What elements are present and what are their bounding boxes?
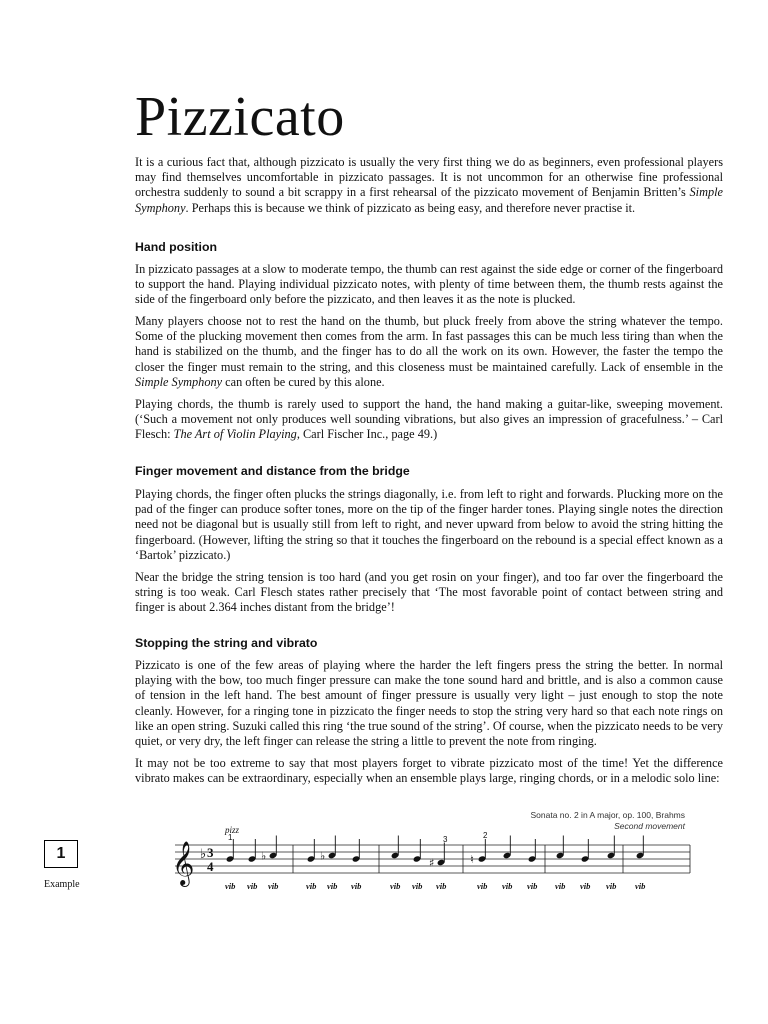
vib-label: vib xyxy=(306,881,317,891)
vib-label: vib xyxy=(390,881,401,891)
note-15 xyxy=(607,836,616,860)
note-4 xyxy=(307,839,316,863)
vib-label: vib xyxy=(436,881,447,891)
vib-label: vib xyxy=(606,881,617,891)
fingering-label: 1 xyxy=(228,833,233,842)
vib-label: vib xyxy=(477,881,488,891)
vib-label: vib xyxy=(580,881,591,891)
vib-label: vib xyxy=(412,881,423,891)
svg-text:♮: ♮ xyxy=(470,853,474,866)
vib-label: vib xyxy=(327,881,338,891)
note-12 xyxy=(528,839,537,863)
page-title: Pizzicato xyxy=(135,86,345,148)
hand-position-text-3a: Playing chords, the thumb is rarely used to support the hand, the hand making a guitar-like, sweeping movement. (‘Such a movement not only produces well sounding vibrations, but also gives an impression of gracefulness.’ – Carl Flesch: xyxy=(135,397,723,442)
source-title: Sonata no. 2 in A major, op. 100, Brahms xyxy=(530,810,685,820)
vib-label: vib xyxy=(247,881,258,891)
note-1 xyxy=(226,839,235,863)
note-14 xyxy=(581,839,590,863)
example-number-box: 1 xyxy=(44,840,78,868)
vib-label: vib xyxy=(225,881,236,891)
finger-movement-text-2: Near the bridge the string tension is too hard (and you get rosin on your finger), and too far over the fingerboard the string is too weak. Carl Flesch states rather precisely that ‘The most favorable point of contact between string and finger is about 2.364 inches distant from the bridge’! xyxy=(135,570,723,615)
svg-text:♭: ♭ xyxy=(261,849,267,863)
note-7 xyxy=(391,836,400,860)
vib-label: vib xyxy=(268,881,279,891)
pizz-marking: pizz xyxy=(225,825,240,835)
note-11 xyxy=(503,836,512,860)
fingering-label: 3 xyxy=(443,835,448,844)
intro-emphasis: Simple Symphony xyxy=(135,185,723,215)
stopping-string-text-2: It may not be too extreme to say that most players forget to vibrate pizzicato most of the time! Yet the difference vibrato makes can be extraordinary, especially when an ensemble plays large, ringing chords, or in a melodic solo line: xyxy=(135,756,723,786)
note-8 xyxy=(413,839,422,863)
hand-position-emphasis-2: Simple Symphony xyxy=(135,374,223,389)
hand-position-text-2a: Many players choose not to rest the hand on the thumb, but pluck freely from above the string whatever the tempo. Some of the plucking movement then comes from the arm. In fast passages this can be much less tiring than when the hand is stabilized on the thumb, and the finger has to do all the work on its own. However, the faster the tempo the closer the finger must remain to the string, and this closeness must be maintained carefully. Lack of ensemble in the xyxy=(135,314,723,374)
time-signature-bottom: 4 xyxy=(207,859,214,874)
hand-position-text-1: In pizzicato passages at a slow to moderate tempo, the thumb can rest against the side edge or corner of the fingerboard to support the hand. Playing individual pizzicato notes, with plenty of time between them, the thumb rests against the side of the fingerboard only before the pizzicato, and then leaves it as the note is plucked. xyxy=(135,262,723,307)
flat-sign-icon: ♭ xyxy=(200,847,207,862)
hand-position-text-3b: , Carl Fischer Inc., page 49.) xyxy=(296,427,438,442)
heading-finger-movement: Finger movement and distance from the bridge xyxy=(135,464,410,478)
note-13 xyxy=(556,836,565,860)
example-label: Example xyxy=(44,879,80,890)
vib-label: vib xyxy=(502,881,513,891)
finger-movement-text-1: Playing chords, the finger often plucks the strings diagonally, i.e. from left to right and forwards. Plucking more on the pad of the finger can produce softer tones, more on the tip of the finger harder tones. Playing single notes the direction need not be diagonal but is usually still from left to right, and never upward from below to avoid the string hitting the fingerboard. (However, lifting the string so that it touches the fingerboard on the rebound is a special effect known as a ‘Bartok’ pizzicato.) xyxy=(135,487,723,562)
book-title: The Art of Violin Playing xyxy=(173,427,297,442)
vib-label: vib xyxy=(635,881,646,891)
heading-stopping-string: Stopping the string and vibrato xyxy=(135,636,318,650)
time-signature-top: 3 xyxy=(207,845,214,860)
note-5 xyxy=(320,836,336,863)
note-16 xyxy=(636,836,645,860)
intro-text-a: It is a curious fact that, although pizzicato is usually the very first thing we do as beginners, even professional players may find themselves uncomfortable in pizzicato passages. It is not uncommon for an otherwise fine professional orchestra suddenly to sound a bit scrappy in a first rehearsal of the pizzicato movement of Benjamin Britten’s xyxy=(135,155,723,200)
note-3 xyxy=(261,836,277,863)
note-10 xyxy=(470,839,486,866)
stopping-string-text-1: Pizzicato is one of the few areas of playing where the harder the left fingers press the string the better. In normal playing with the bow, too much finger pressure can make the tone sound hard and brittle, and is also a common cause of tension in the left hand. The best amount of finger pressure is usually very light – just enough to stop the note cleanly. However, for a ringing tone in pizzicato the finger needs to stop the string very hard so that each note rings on like an open string. Suzuki called this ring ‘the true sound of the string’. Of course, when the pizzicato needs to be very quiet, or very dry, the left finger can release the string a little to prevent the note from ringing. xyxy=(135,658,723,749)
vib-label: vib xyxy=(351,881,362,891)
note-9 xyxy=(429,843,445,870)
source-movement: Second movement xyxy=(614,821,685,831)
vib-label: vib xyxy=(555,881,566,891)
note-2 xyxy=(248,839,257,863)
svg-text:♯: ♯ xyxy=(429,856,435,870)
intro-text-b: . Perhaps this is because we think of pizzicato as being easy, and therefore never practise it. xyxy=(185,200,636,215)
fingering-label: 2 xyxy=(483,831,488,840)
treble-clef-icon: 𝄞 xyxy=(172,841,195,885)
note-6 xyxy=(352,839,361,863)
vib-label: vib xyxy=(527,881,538,891)
heading-hand-position: Hand position xyxy=(135,240,217,254)
hand-position-text-2b: can often be cured by this alone. xyxy=(222,374,385,389)
svg-text:♭: ♭ xyxy=(320,849,326,863)
